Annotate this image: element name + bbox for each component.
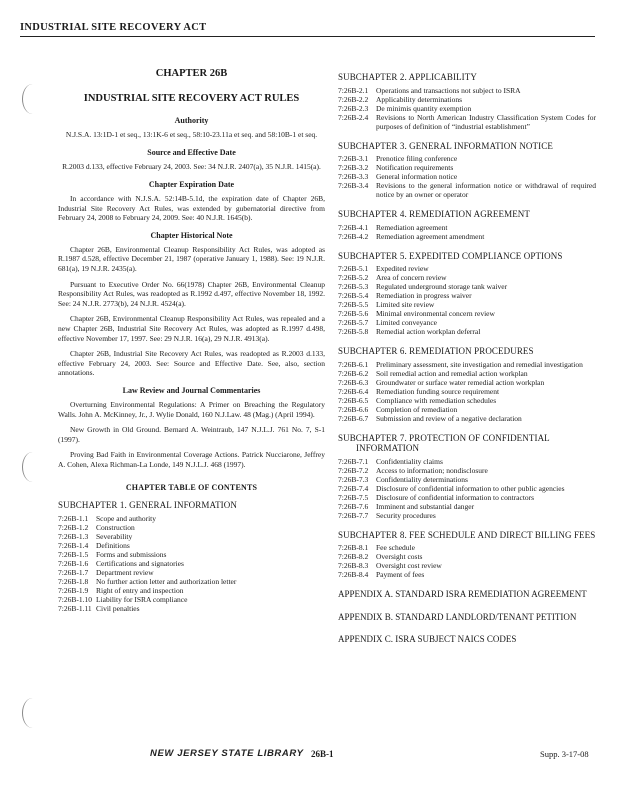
section-title: Imminent and substantial danger (376, 501, 475, 511)
expiration-heading: Chapter Expiration Date (148, 180, 235, 189)
section-title: Scope and authority (96, 513, 156, 523)
section-title: Right of entry and inspection (96, 585, 184, 595)
section-number: 7:26B-1.2 (58, 522, 89, 532)
toc-entry (58, 568, 325, 577)
history-paragraph: Chapter 26B, Environmental Cleanup Responsibility Act Rules, was repealed and a new Chapter 26B, Industrial Site Recovery Act Rules, was adopted as R.1997 d.498, effective November 17, 1997. See: 29 N.J.R. 16(a), 29 N.J.R. 4913(a). (58, 314, 325, 343)
section-title: Minimal environmental concern review (376, 309, 495, 318)
subchapter-entries (338, 543, 596, 579)
rules-title: INDUSTRIAL SITE RECOVERY ACT RULES (83, 93, 300, 104)
section-number: 7:26B-1.7 (58, 567, 89, 577)
section-number: 7:26B-3.3 (338, 172, 369, 181)
law-review-paragraph: New Growth in Old Ground. Bernard A. Weintraub, 147 N.J.L.J. 761 No. 7, S-1 (1997). (58, 425, 325, 444)
punch-hole-mark (22, 698, 43, 728)
toc-entry (338, 163, 596, 172)
section-title: Regulated underground storage tank waiver (376, 282, 508, 291)
section-number: 7:26B-5.8 (338, 327, 369, 336)
subchapter-entries (338, 154, 596, 199)
section-title: Severability (96, 531, 133, 541)
appendix-title: APPENDIX B. STANDARD LANDLORD/TENANT PETITION (338, 611, 577, 622)
section-number: 7:26B-1.3 (58, 531, 89, 541)
toc-entry (338, 360, 596, 369)
section-number: 7:26B-6.7 (338, 413, 369, 423)
section-title: Limited site review (376, 300, 435, 309)
expiration-text: In accordance with N.J.S.A. 52:14B-5.1d, the expiration date of Chapter 26B, Industrial Site Recovery Act Rules, was extended by gubernatorial directive from February 24, 2008 to February 24, 2009. See: 40 N.J.R. 1645(b). (58, 194, 325, 223)
toc-entry (58, 532, 325, 541)
subchapter-1-entries (58, 514, 325, 613)
section-title: General information notice (376, 172, 458, 181)
section-number: 7:26B-3.4 (338, 181, 369, 190)
section-title: Compliance with remediation schedules (376, 395, 497, 405)
toc-entry (58, 514, 325, 523)
section-title: Remediation in progress waiver (376, 291, 472, 300)
subchapter-title: SUBCHAPTER 5. EXPEDITED COMPLIANCE OPTIONS (338, 250, 563, 261)
subchapter-entries (338, 86, 596, 131)
section-title: Submission and review of a negative declaration (376, 413, 522, 423)
history-paragraph: Pursuant to Executive Order No. 66(1978) Chapter 26B, Environmental Cleanup Responsibility Act Rules, was readopted as R.1992 d.497, effective November 18, 1992. See: 24 N.J.R. 2773(b), 24 N.J.R. 4524(a). (58, 279, 325, 308)
toc-entry (338, 327, 596, 336)
section-number: 7:26B-6.2 (338, 368, 369, 378)
toc-entry (338, 291, 596, 300)
section-title: Confidentiality claims (376, 456, 443, 466)
section-number: 7:26B-8.2 (338, 552, 369, 561)
toc-entry (338, 543, 596, 552)
toc-entry (58, 523, 325, 532)
section-title: Notification requirements (376, 163, 454, 172)
toc-entry (58, 604, 325, 613)
section-number: 7:26B-1.4 (58, 540, 89, 550)
law-review-paragraph: Proving Bad Faith in Environmental Coverage Actions. Patrick Nucciarone, Jeffrey A. Cohen, Alexa Richman-La Londe, 149 N.J.L.J. 468 (1997). (58, 450, 325, 469)
toc-entry (338, 414, 596, 423)
toc-entry (338, 466, 596, 475)
section-title: Payment of fees (376, 570, 425, 579)
subchapter-title: SUBCHAPTER 3. GENERAL INFORMATION NOTICE (338, 140, 553, 151)
toc-entry (338, 493, 596, 502)
section-number: 7:26B-7.5 (338, 492, 369, 502)
section-number: 7:26B-2.1 (338, 85, 369, 95)
toc-entry (338, 457, 596, 466)
toc-heading: CHAPTER TABLE OF CONTENTS (125, 483, 258, 493)
chapter-title: CHAPTER 26B (155, 68, 228, 79)
section-title: Remediation agreement amendment (376, 231, 485, 241)
toc-entry (338, 154, 596, 163)
section-number: 7:26B-3.1 (338, 154, 369, 163)
toc-entry (58, 550, 325, 559)
section-number: 7:26B-1.5 (58, 549, 89, 559)
subchapter-title: SUBCHAPTER 8. FEE SCHEDULE AND DIRECT BILLING FEES (338, 529, 596, 540)
subchapter-title: SUBCHAPTER 4. REMEDIATION AGREEMENT (338, 209, 531, 219)
toc-entry (338, 387, 596, 396)
subchapter-entries (338, 264, 596, 336)
authority-text: N.J.S.A. 13:1D-1 et seq., 13:1K-6 et seq., 58:10-23.11a et seq. and 58:10B-1 et seq. (65, 130, 318, 139)
section-number: 7:26B-5.4 (338, 291, 369, 300)
section-number: 7:26B-2.2 (338, 94, 369, 104)
toc-entry (338, 369, 596, 378)
toc-entry (338, 273, 596, 282)
toc-entry (338, 95, 596, 104)
section-number: 7:26B-2.4 (338, 112, 369, 122)
section-title: Revisions to North American Industry Classification System Codes for purposes of definition of “industrial establishment” (376, 112, 596, 131)
section-title: Certifications and signatories (96, 558, 184, 568)
section-title: Construction (96, 522, 135, 532)
section-title: Disclosure of confidential information to contractors (376, 492, 535, 502)
section-number: 7:26B-1.8 (58, 576, 89, 586)
section-number: 7:26B-1.11 (58, 603, 92, 613)
section-number: 7:26B-7.4 (338, 483, 369, 493)
section-number: 7:26B-6.6 (338, 404, 369, 414)
section-number: 7:26B-7.7 (338, 510, 369, 520)
toc-entry (338, 318, 596, 327)
subchapter-entries (338, 457, 596, 520)
section-title: Confidentiality determinations (376, 474, 468, 484)
toc-entry (338, 181, 596, 199)
section-title: Area of concern review (376, 273, 447, 282)
subchapter-title: SUBCHAPTER 6. REMEDIATION PROCEDURES (338, 346, 534, 356)
section-title: Fee schedule (376, 543, 415, 552)
section-number: 7:26B-6.1 (338, 359, 369, 369)
subchapter-title: SUBCHAPTER 7. PROTECTION OF CONFIDENTIAL INFORMATION (338, 432, 550, 453)
toc-entry (58, 595, 325, 604)
subchapter-title: SUBCHAPTER 2. APPLICABILITY (338, 72, 477, 82)
section-title: Liability for ISRA compliance (96, 594, 188, 604)
section-number: 7:26B-4.2 (338, 231, 369, 241)
section-title: Oversight cost review (376, 561, 442, 570)
section-title: Applicability determinations (376, 94, 463, 104)
section-title: Forms and submissions (96, 549, 167, 559)
toc-entry (58, 586, 325, 595)
punch-hole-mark (22, 84, 43, 114)
toc-entry (338, 172, 596, 181)
section-number: 7:26B-6.5 (338, 395, 369, 405)
toc-entry (338, 396, 596, 405)
section-title: Revisions to the general information notice or withdrawal of required notice by an owner or operator (376, 181, 596, 199)
section-title: Disclosure of confidential information to other public agencies (376, 483, 565, 493)
toc-entry (58, 559, 325, 568)
toc-entry (338, 86, 596, 95)
section-number: 7:26B-8.4 (338, 570, 369, 579)
toc-entry (338, 561, 596, 570)
left-column (58, 68, 325, 623)
section-title: Remedial action workplan deferral (376, 327, 481, 336)
toc-entry (338, 502, 596, 511)
running-head: INDUSTRIAL SITE RECOVERY ACT (20, 22, 207, 33)
toc-entry (338, 282, 596, 291)
toc-entry (338, 475, 596, 484)
source-text: R.2003 d.133, effective February 24, 2003. See: 34 N.J.R. 2407(a), 35 N.J.R. 1415(a). (62, 162, 321, 171)
section-number: 7:26B-7.1 (338, 456, 369, 466)
punch-hole-mark (22, 452, 43, 482)
section-title: Preliminary assessment, site investigation and remedial investigation (376, 359, 583, 369)
toc-entry (338, 378, 596, 387)
toc-entry (338, 264, 596, 273)
section-number: 7:26B-5.2 (338, 273, 369, 282)
appendix-title: APPENDIX C. ISRA SUBJECT NAICS CODES (338, 634, 517, 644)
section-number: 7:26B-8.1 (338, 543, 369, 552)
toc-entry (338, 484, 596, 493)
history-paragraph: Chapter 26B, Industrial Site Recovery Act Rules, was readopted as R.2003 d.133, effective February 24, 2003. See: Source and Effective Date. See, also, section annotations. (58, 349, 325, 378)
section-number: 7:26B-7.3 (338, 474, 369, 484)
section-title: Operations and transactions not subject to ISRA (376, 85, 521, 95)
history-paragraph: Chapter 26B, Environmental Cleanup Responsibility Act Rules, was adopted as R.1987 d.528, effective December 21, 1987 (operative January 1, 1988). See: 19 N.J.R. 681(a), 19 N.J.R. 2435(a). (58, 244, 325, 273)
toc-entry (58, 577, 325, 586)
toc-entry (58, 541, 325, 550)
section-number: 7:26B-5.6 (338, 309, 369, 318)
section-number: 7:26B-1.6 (58, 558, 89, 568)
law-review-paragraph: Overturning Environmental Regulations: A Primer on Breaching the Regulatory Walls. John A. McKinney, Jr., J. Wylie Donald, 160 N.J.Law. 48 (Mag.) (April 1994). (58, 399, 325, 419)
law-review-heading: Law Review and Journal Commentaries (122, 385, 261, 395)
section-number: 7:26B-4.1 (338, 222, 369, 232)
toc-entry (338, 552, 596, 561)
supplement-date: Supp. 3-17-08 (540, 749, 589, 759)
section-number: 7:26B-5.7 (338, 318, 369, 327)
toc-entry (338, 232, 596, 241)
section-title: Soil remedial action and remedial action workplan (376, 368, 528, 378)
section-title: Completion of remediation (376, 404, 458, 414)
subchapter-1-title: SUBCHAPTER 1. GENERAL INFORMATION (58, 500, 237, 511)
toc-entry (338, 113, 596, 131)
section-title: Access to information; nondisclosure (376, 465, 488, 475)
toc-entry (338, 511, 596, 520)
section-title: Expedited review (376, 264, 429, 273)
toc-entry (338, 309, 596, 318)
section-number: 7:26B-3.2 (338, 163, 369, 172)
toc-entry (338, 570, 596, 579)
section-title: Security procedures (376, 510, 436, 520)
toc-entry (338, 104, 596, 113)
toc-entry (338, 300, 596, 309)
section-number: 7:26B-6.4 (338, 386, 369, 396)
section-number: 7:26B-1.9 (58, 585, 89, 595)
header-rule (20, 36, 595, 37)
subchapter-entries (338, 360, 596, 423)
authority-heading: Authority (174, 116, 209, 125)
subchapter-entries (338, 223, 596, 241)
section-number: 7:26B-6.3 (338, 377, 369, 387)
library-stamp: NEW JERSEY STATE LIBRARY (150, 748, 304, 759)
toc-entry (338, 405, 596, 414)
section-title: Oversight costs (376, 552, 423, 561)
section-title: Civil penalties (96, 603, 140, 613)
section-number: 7:26B-1.10 (58, 594, 92, 604)
section-number: 7:26B-2.3 (338, 103, 369, 113)
section-title: Remediation funding source requirement (376, 386, 500, 396)
section-title: Remediation agreement (376, 222, 448, 232)
section-number: 7:26B-1.1 (58, 513, 89, 523)
section-title: Prenotice filing conference (376, 154, 458, 163)
history-heading: Chapter Historical Note (150, 230, 233, 240)
section-title: Department review (96, 567, 154, 577)
section-number: 7:26B-5.5 (338, 300, 369, 309)
section-number: 7:26B-5.3 (338, 282, 369, 291)
toc-entry (338, 223, 596, 232)
source-heading: Source and Effective Date (147, 148, 236, 157)
right-column (338, 72, 596, 657)
section-title: Limited conveyance (376, 318, 438, 327)
appendix-title: APPENDIX A. STANDARD ISRA REMEDIATION AGREEMENT (338, 589, 587, 599)
section-title: No further action letter and authorization letter (96, 576, 237, 586)
section-number: 7:26B-7.6 (338, 501, 369, 511)
section-title: Groundwater or surface water remedial action workplan (376, 377, 545, 387)
section-number: 7:26B-8.3 (338, 561, 369, 570)
section-number: 7:26B-7.2 (338, 465, 369, 475)
page-number: 26B-1 (311, 749, 334, 759)
section-number: 7:26B-5.1 (338, 264, 369, 273)
section-title: De minimis quantity exemption (376, 103, 472, 113)
section-title: Definitions (96, 540, 130, 550)
